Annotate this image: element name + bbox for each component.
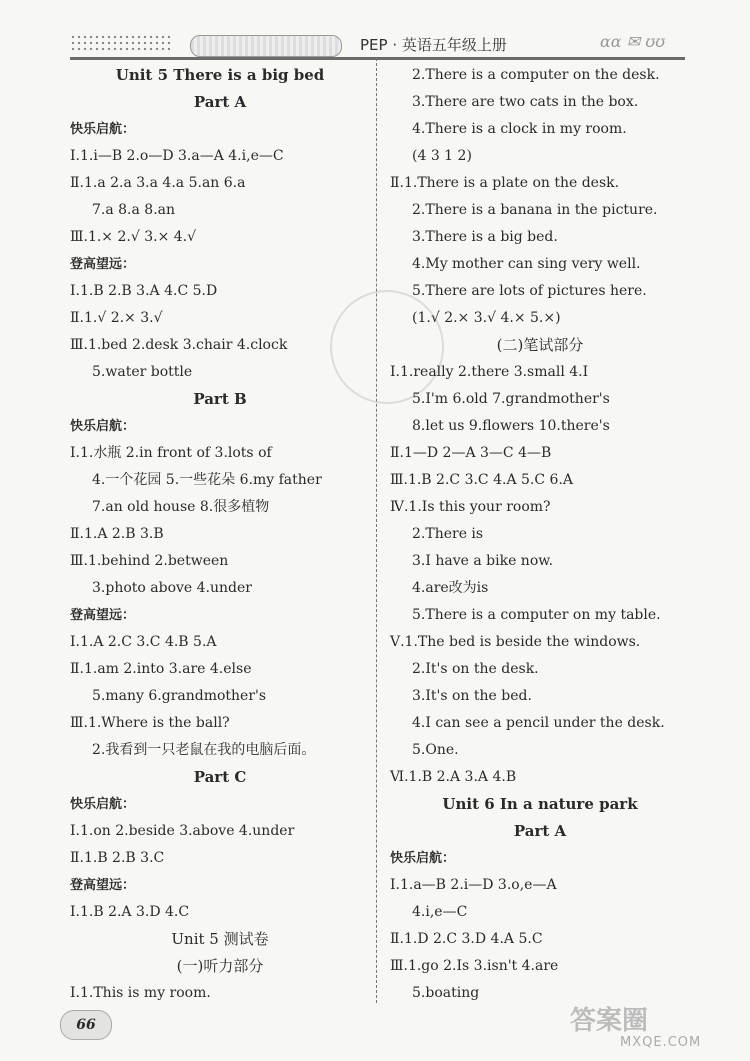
answer-line: 3.It's on the bed. <box>412 688 532 704</box>
answer-line: 4.My mother can sing very well. <box>412 256 641 272</box>
column-divider <box>376 58 377 1003</box>
answer-line: 3.I have a bike now. <box>412 553 554 569</box>
answer-line: 3.There is a big bed. <box>412 229 558 245</box>
header-decoration-icon: ɑɑ ✉ ʊʊ <box>600 32 666 51</box>
answer-line: 5.boating <box>412 985 480 1001</box>
answer-line: 4.There is a clock in my room. <box>412 121 627 137</box>
section-label: 登高望远： <box>70 878 136 893</box>
answer-line: Ⅲ.1.bed 2.desk 3.chair 4.clock <box>70 337 288 353</box>
answer-line: 2.我看到一只老鼠在我的电脑后面。 <box>92 742 316 758</box>
header-rule <box>70 57 685 60</box>
answer-line: 7.a 8.a 8.an <box>92 202 176 218</box>
answer-line: Ⅰ.1.a—B 2.i—D 3.o,e—A <box>390 877 557 893</box>
answer-line: Ⅲ.1.go 2.Is 3.isn't 4.are <box>390 958 559 974</box>
answer-line: Ⅱ.1.B 2.B 3.C <box>70 850 165 866</box>
answer-line: 2.There is a computer on the desk. <box>412 67 660 83</box>
section-label: 登高望远： <box>70 608 136 623</box>
answer-line: Ⅵ.1.B 2.A 3.A 4.B <box>390 769 517 785</box>
answer-line: Ⅰ.1.B 2.B 3.A 4.C 5.D <box>70 283 218 299</box>
header-badge <box>190 35 342 57</box>
answer-line: Ⅰ.1.A 2.C 3.C 4.B 5.A <box>70 634 217 650</box>
answer-line: (1.√ 2.× 3.√ 4.× 5.×) <box>412 310 561 326</box>
section-label: 快乐启航： <box>390 851 456 866</box>
left-column <box>70 62 370 1007</box>
answer-line: 8.let us 9.flowers 10.there's <box>412 418 610 434</box>
header-title: PEP · 英语五年级上册 <box>360 36 507 54</box>
answer-line: 5.many 6.grandmother's <box>92 688 267 704</box>
header-dot-pattern <box>70 34 170 54</box>
answer-line: Ⅰ.1.This is my room. <box>70 985 211 1001</box>
answer-line: Ⅱ.1.There is a plate on the desk. <box>390 175 620 191</box>
answer-line: Ⅱ.1.a 2.a 3.a 4.a 5.an 6.a <box>70 175 246 191</box>
answer-line: Ⅲ.1.Where is the ball? <box>70 715 230 731</box>
answer-line: 4.I can see a pencil under the desk. <box>412 715 665 731</box>
answer-line: 4.i,e—C <box>412 904 468 920</box>
answer-line: Ⅰ.1.really 2.there 3.small 4.I <box>390 364 589 380</box>
section-heading: Part C <box>193 768 247 786</box>
answer-line: 3.There are two cats in the box. <box>412 94 639 110</box>
answer-line: Ⅲ.1.behind 2.between <box>70 553 229 569</box>
page-number: 66 <box>60 1010 112 1040</box>
answer-line: Ⅴ.1.The bed is beside the windows. <box>390 634 641 650</box>
answer-line: Ⅱ.1.A 2.B 3.B <box>70 526 164 542</box>
section-heading: Part B <box>193 390 247 408</box>
answer-line: 5.One. <box>412 742 459 758</box>
section-label: 快乐启航： <box>70 122 136 137</box>
answer-line: (4 3 1 2) <box>412 148 472 164</box>
answer-line: 4.are改为is <box>412 580 489 596</box>
answer-line: 7.an old house 8.很多植物 <box>92 499 270 515</box>
answer-line: Ⅰ.1.水瓶 2.in front of 3.lots of <box>70 445 272 461</box>
section-heading: (一)听力部分 <box>176 957 264 975</box>
section-label: 登高望远： <box>70 257 136 272</box>
answer-line: Ⅰ.1.i—B 2.o—D 3.a—A 4.i,e—C <box>70 148 284 164</box>
answer-line: Ⅳ.1.Is this your room? <box>390 499 551 515</box>
section-label: 快乐启航： <box>70 797 136 812</box>
answer-line: 5.There are lots of pictures here. <box>412 283 647 299</box>
section-heading: (二)笔试部分 <box>496 336 584 354</box>
answer-line: Ⅰ.1.on 2.beside 3.above 4.under <box>70 823 295 839</box>
answer-line: Ⅱ.1.√ 2.× 3.√ <box>70 310 163 326</box>
right-column <box>390 62 690 1007</box>
answer-line: 2.There is <box>412 526 484 542</box>
answer-line: 2.It's on the desk. <box>412 661 539 677</box>
answer-line: Ⅰ.1.B 2.A 3.D 4.C <box>70 904 190 920</box>
answer-line: Ⅲ.1.B 2.C 3.C 4.A 5.C 6.A <box>390 472 573 488</box>
answer-line: 5.There is a computer on my table. <box>412 607 661 623</box>
answer-line: 5.I'm 6.old 7.grandmother's <box>412 391 610 407</box>
section-heading: Part A <box>513 822 567 840</box>
section-heading: Unit 5 测试卷 <box>171 930 269 948</box>
answer-line: Ⅲ.1.× 2.√ 3.× 4.√ <box>70 229 197 245</box>
answer-line: 3.photo above 4.under <box>92 580 252 596</box>
section-label: 快乐启航： <box>70 419 136 434</box>
answer-line: Ⅱ.1.am 2.into 3.are 4.else <box>70 661 252 677</box>
answer-line: 2.There is a banana in the picture. <box>412 202 658 218</box>
watermark-url: MXQE.COM <box>620 1035 702 1050</box>
answer-line: Ⅱ.1—D 2—A 3—C 4—B <box>390 445 552 461</box>
answer-line: 4.一个花园 5.一些花朵 6.my father <box>92 472 322 488</box>
section-heading: Unit 6 In a nature park <box>442 795 638 813</box>
answer-line: 5.water bottle <box>92 364 193 380</box>
watermark-logo: 答案圈 <box>570 1006 649 1036</box>
section-heading: Unit 5 There is a big bed <box>115 66 325 84</box>
section-heading: Part A <box>193 93 247 111</box>
answer-line: Ⅱ.1.D 2.C 3.D 4.A 5.C <box>390 931 543 947</box>
